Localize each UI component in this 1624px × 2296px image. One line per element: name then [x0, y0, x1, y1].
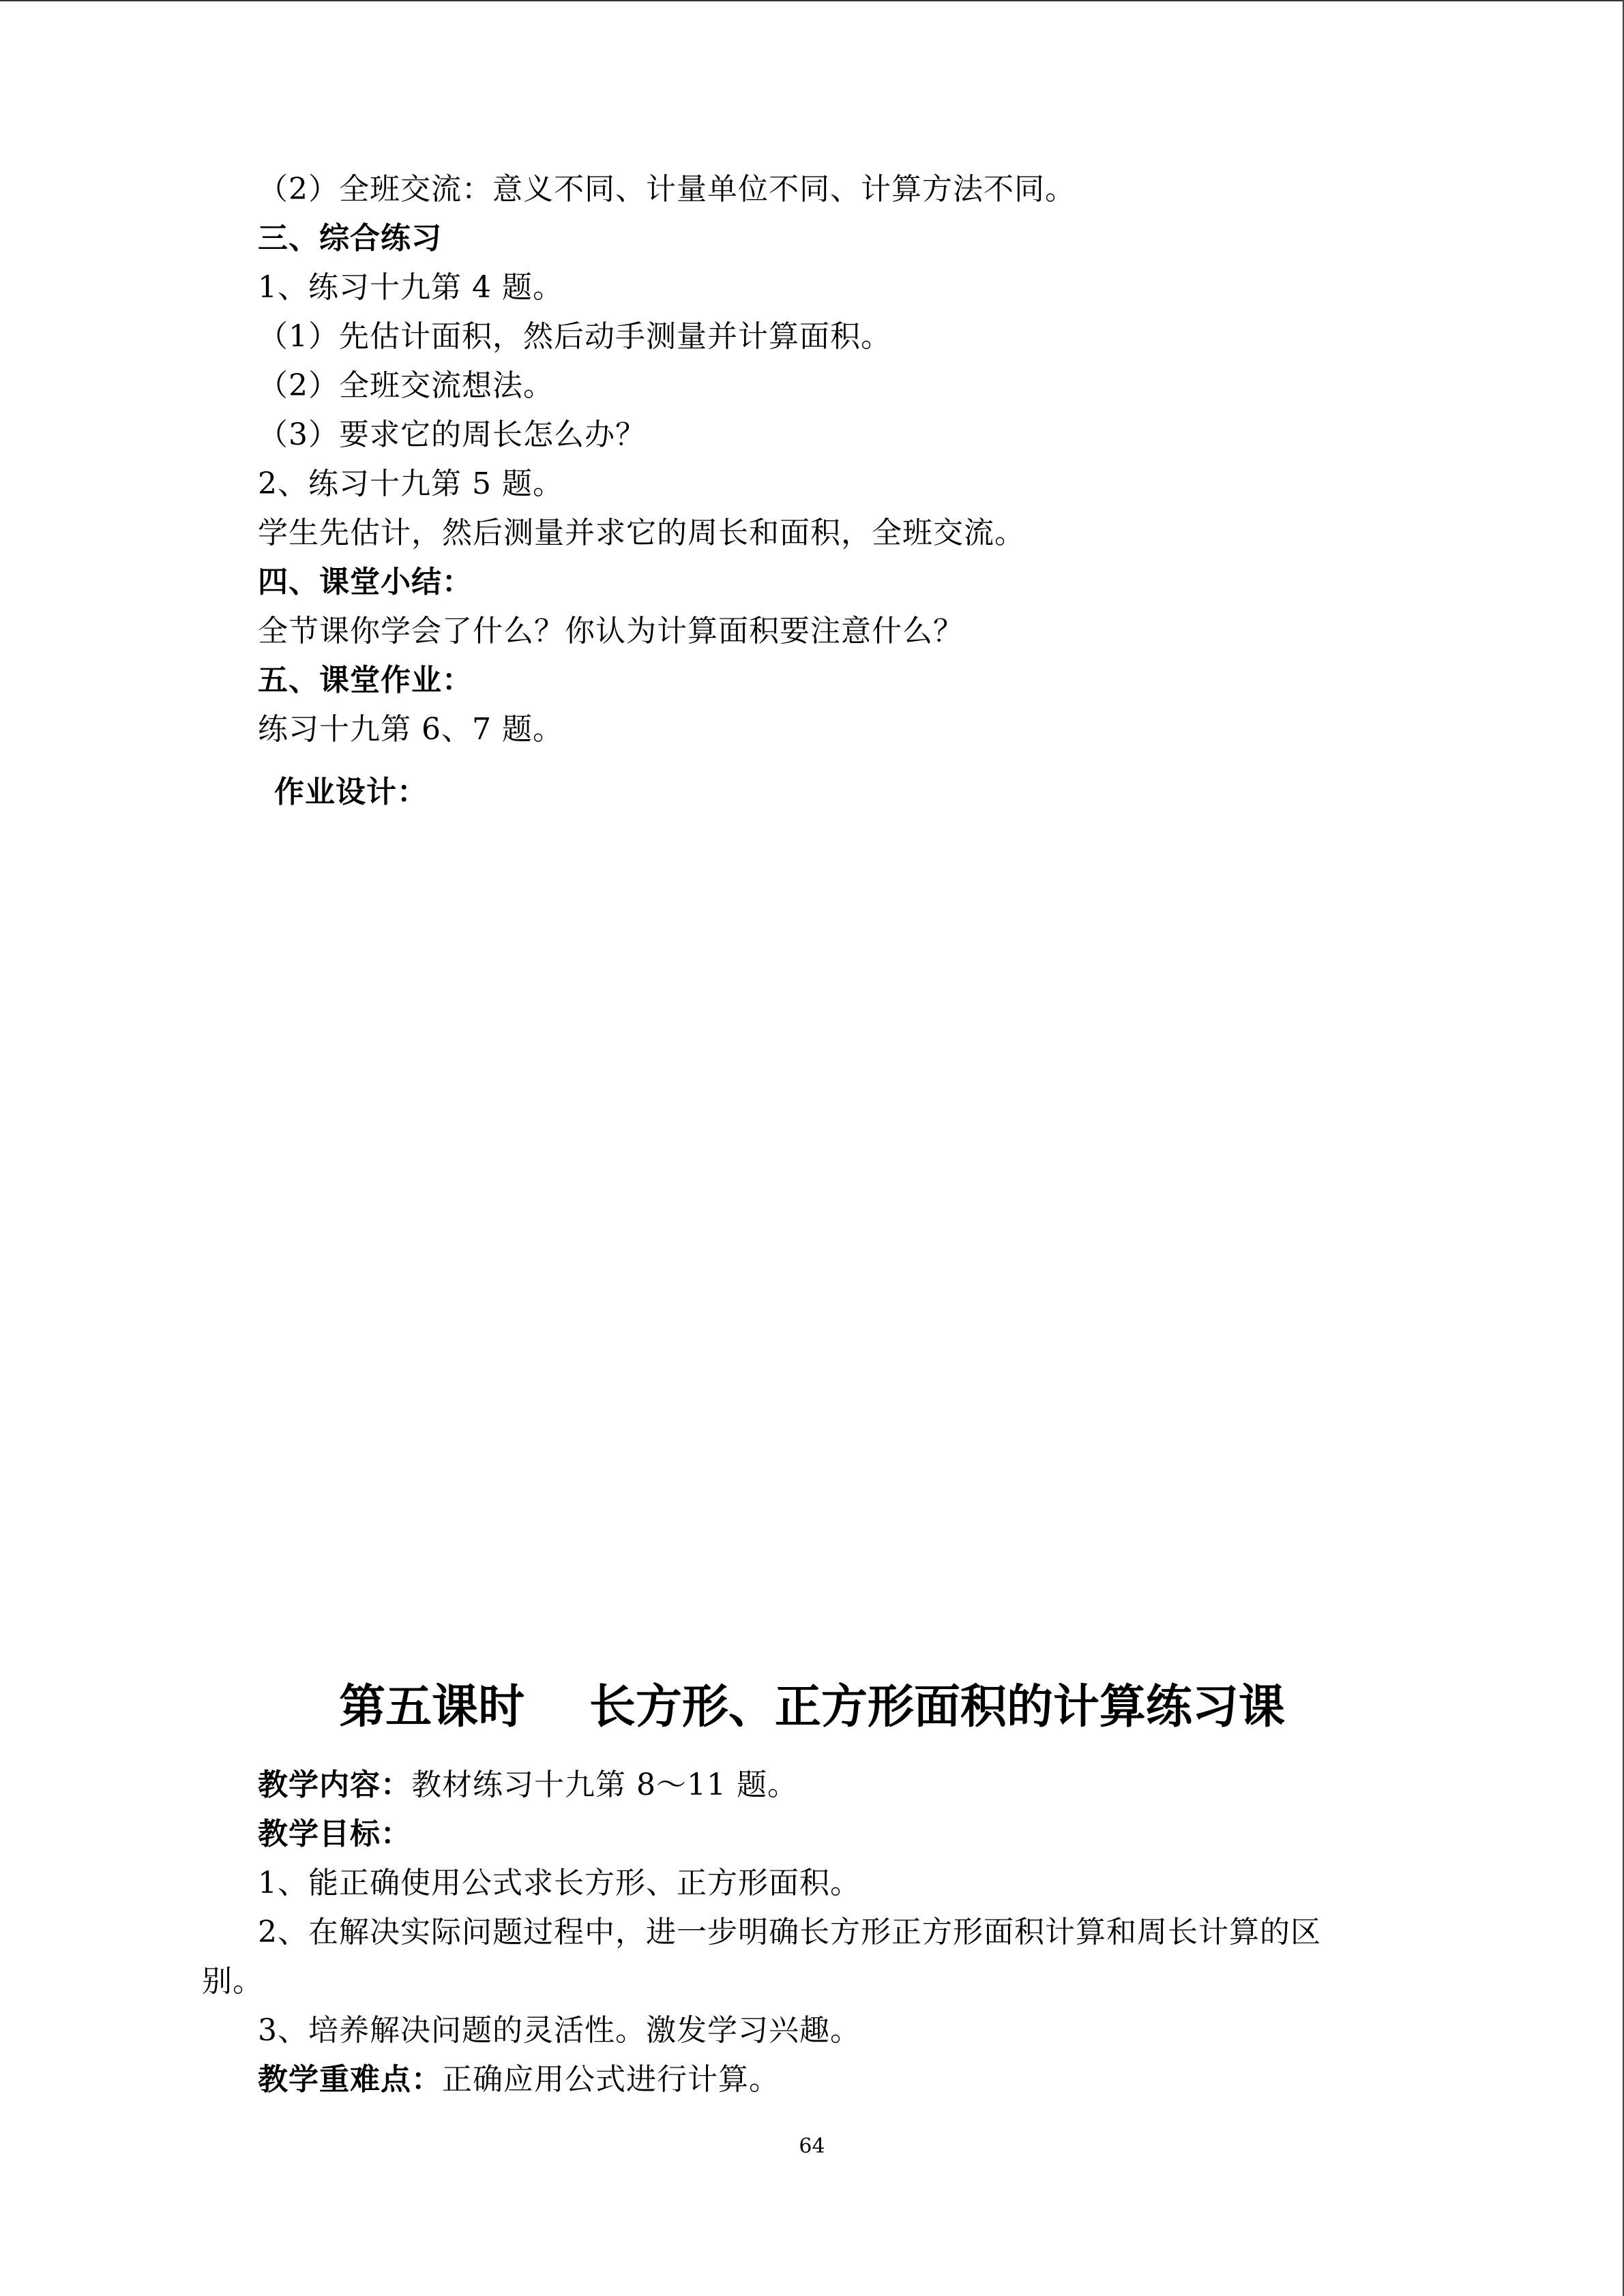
teaching-content-row	[258, 1766, 798, 1804]
text-line-7: 2、练习十九第 5 题。	[258, 466, 563, 501]
teaching-goals-label: 教学目标：	[258, 1817, 411, 1851]
text-line-3: 1、练习十九第 4 题。	[258, 270, 563, 305]
heading-class-summary: 四、课堂小结：	[258, 565, 473, 599]
teaching-content-text: 教材练习十九第 8～11 题。	[411, 1768, 798, 1802]
text-line-6: （3）要求它的周长怎么办？	[258, 417, 646, 452]
text-line-4: （1）先估计面积，然后动手测量并计算面积。	[258, 319, 891, 354]
heading-comprehensive-practice: 三、综合练习	[258, 221, 442, 256]
text-line-1: （2）全班交流：意义不同、计量单位不同、计算方法不同。	[258, 172, 1076, 207]
homework-design-label: 作业设计：	[274, 775, 428, 809]
teaching-content-label: 教学内容：	[258, 1768, 411, 1802]
text-line-10: 全节课你学会了什么？你认为计算面积要注意什么？	[258, 614, 964, 648]
text-line-8: 学生先估计，然后测量并求它的周长和面积，全班交流。	[258, 516, 1025, 550]
key-points-text: 正确应用公式进行计算。	[442, 2062, 780, 2097]
teaching-goal-3: 3、培养解决问题的灵活性。激发学习兴趣。	[258, 2013, 861, 2048]
top-border	[0, 0, 1624, 1]
teaching-goal-2: 2、在解决实际问题过程中，进一步明确长方形正方形面积计算和周长计算的区	[258, 1915, 1321, 1950]
teaching-goal-1: 1、能正确使用公式求长方形、正方形面积。	[258, 1866, 861, 1900]
key-points-row	[258, 2061, 780, 2099]
text-line-12: 练习十九第 6、7 题。	[258, 712, 563, 747]
key-points-label: 教学重难点：	[258, 2062, 442, 2097]
teaching-goal-2-continued: 别。	[202, 1964, 263, 1999]
page-number: 64	[799, 2134, 825, 2158]
heading-class-homework: 五、课堂作业：	[258, 663, 473, 698]
text-line-5: （2）全班交流想法。	[258, 368, 554, 403]
lesson-title: 第五课时 长方形、正方形面积的计算练习课	[339, 1680, 1285, 1734]
